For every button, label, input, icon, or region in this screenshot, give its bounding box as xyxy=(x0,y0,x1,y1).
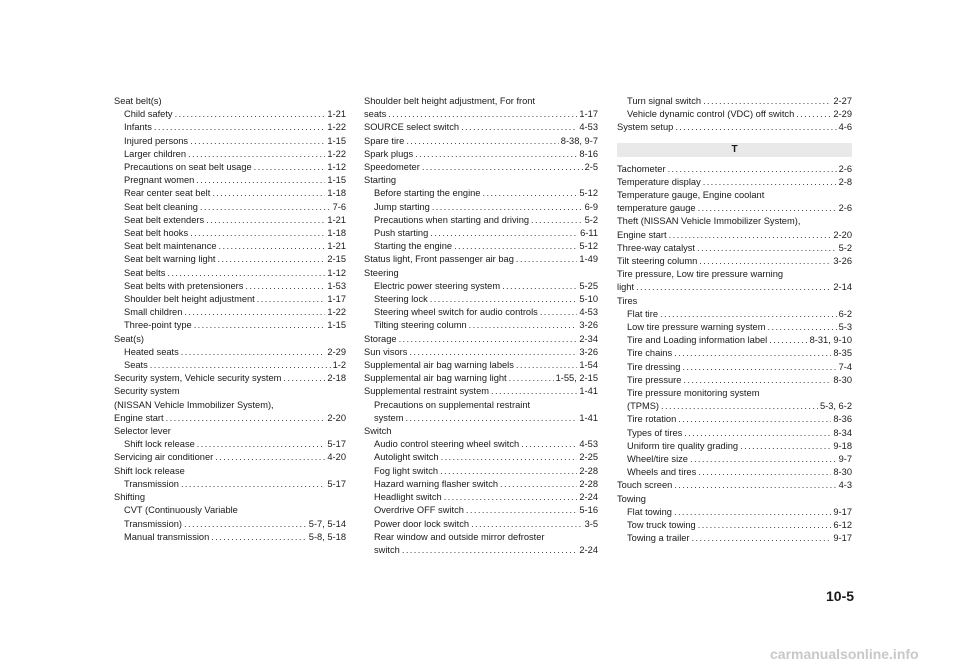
index-entry: Seat belts with pretensioners ..... 1-53 xyxy=(114,280,346,293)
index-entry: Tachometer ..... 2-6 xyxy=(617,163,852,176)
index-entry: Types of tires ..... 8-34 xyxy=(617,427,852,440)
index-entry: Steering lock ..... 5-10 xyxy=(364,293,598,306)
index-entry: Tilt steering column ..... 3-26 xyxy=(617,255,852,268)
index-entry: Temperature display ..... 2-8 xyxy=(617,176,852,189)
index-entry: SOURCE select switch ..... 4-53 xyxy=(364,121,598,134)
index-heading: Seat belt(s) xyxy=(114,96,162,106)
index-entry: Theft (NISSAN Vehicle Immobilizer System), Engine start ..... 2-20 xyxy=(617,215,852,241)
index-entry: System setup ..... 4-6 xyxy=(617,121,852,134)
index-entry-list xyxy=(617,163,852,189)
index-entry: Tire chains ..... 8-35 xyxy=(617,347,852,360)
index-entry: Speedometer ..... 2-5 xyxy=(364,161,598,174)
index-subentry-list xyxy=(617,506,852,546)
index-entry: Injured persons ..... 1-15 xyxy=(114,135,346,148)
index-entry: Jump starting ..... 6-9 xyxy=(364,201,598,214)
index-entry: Security system (NISSAN Vehicle Immobilizer System), Engine start ..... 2-20 xyxy=(114,385,346,425)
index-entry: Small children ..... 1-22 xyxy=(114,306,346,319)
index-entry-list xyxy=(364,121,598,174)
index-entry: Wheel/tire size ..... 9-7 xyxy=(617,453,852,466)
index-entry: CVT (Continuously Variable Transmission) ..... 5-7, 5-14 xyxy=(114,504,346,530)
index-entry: Tow truck towing ..... 6-12 xyxy=(617,519,852,532)
index-entry: Rear window and outside mirror defroster switch ..... 2-24 xyxy=(364,531,598,557)
index-subentry-list xyxy=(114,438,346,451)
index-entry: Pregnant women ..... 1-15 xyxy=(114,174,346,187)
index-heading: Selector lever xyxy=(114,426,171,437)
page-number: 10-5 xyxy=(826,588,855,604)
index-entry: Towing a trailer ..... 9-17 xyxy=(617,532,852,545)
index-entry: Turn signal switch ..... 2-27 xyxy=(617,95,852,108)
index-entry: Servicing air conditioner ..... 4-20 xyxy=(114,451,346,464)
index-entry: Shoulder belt height adjustment ..... 1-17 xyxy=(114,293,346,306)
index-column-1 xyxy=(114,95,346,544)
index-entry: Flat towing ..... 9-17 xyxy=(617,506,852,519)
index-entry: Headlight switch ..... 2-24 xyxy=(364,491,598,504)
index-entry-list xyxy=(364,333,598,399)
index-heading: Switch xyxy=(364,426,392,437)
index-entry: Vehicle dynamic control (VDC) off switch ..... 2-29 xyxy=(617,108,852,121)
index-entry: Tire pressure, Low tire pressure warning light ..... 2-14 xyxy=(617,268,852,294)
index-entry: Storage ..... 2-34 xyxy=(364,333,598,346)
index-heading: Towing xyxy=(617,493,646,504)
index-entry: Transmission ..... 5-17 xyxy=(114,478,346,491)
index-entry: Supplemental restraint system ..... 1-41 xyxy=(364,385,598,398)
index-entry: Heated seats ..... 2-29 xyxy=(114,346,346,359)
index-entry: Manual transmission ..... 5-8, 5-18 xyxy=(114,531,346,544)
index-entry: Touch screen ..... 4-3 xyxy=(617,479,852,492)
index-entry: Seats ..... 1-2 xyxy=(114,359,346,372)
index-heading: Seat(s) xyxy=(114,333,144,344)
index-entry-list xyxy=(617,242,852,268)
index-entry: Hazard warning flasher switch ..... 2-28 xyxy=(364,478,598,491)
index-entry: Status light, Front passenger air bag ..... 1-49 xyxy=(364,253,598,266)
index-entry: Tilting steering column ..... 3-26 xyxy=(364,319,598,332)
index-entry: Precautions on seat belt usage ..... 1-12 xyxy=(114,161,346,174)
index-subentry-list xyxy=(617,308,852,387)
index-entry: Flat tire ..... 6-2 xyxy=(617,308,852,321)
index-entry: Infants ..... 1-22 xyxy=(114,121,346,134)
index-entry-list xyxy=(617,95,852,135)
index-entry: Wheels and tires ..... 8-30 xyxy=(617,466,852,479)
index-subentry-list xyxy=(114,478,346,491)
index-entry: Tire and Loading information label ..... 8-31, 9-10 xyxy=(617,334,852,347)
index-entry: Shift lock release ..... 5-17 xyxy=(114,438,346,451)
index-entry: Spare tire ..... 8-38, 9-7 xyxy=(364,135,598,148)
index-entry: Power door lock switch ..... 3-5 xyxy=(364,518,598,531)
index-entry: Precautions on supplemental restraint system ..... 1-41 xyxy=(364,399,598,425)
index-entry: Tire pressure ..... 8-30 xyxy=(617,374,852,387)
index-entry: Tire pressure monitoring system (TPMS) ..... 5-3, 6-2 xyxy=(617,387,852,413)
index-entry: Starting the engine ..... 5-12 xyxy=(364,240,598,253)
index-entry: Seat belt warning light ..... 2-15 xyxy=(114,253,346,266)
index-entry: Larger children ..... 1-22 xyxy=(114,148,346,161)
index-entry: Three-point type ..... 1-15 xyxy=(114,319,346,332)
index-entry: Supplemental air bag warning labels ..... 1-54 xyxy=(364,359,598,372)
index-subentry-list xyxy=(364,280,598,333)
index-subentry-list xyxy=(364,187,598,253)
index-entry: Tire rotation ..... 8-36 xyxy=(617,413,852,426)
index-entry: Seat belts ..... 1-12 xyxy=(114,267,346,280)
index-entry: Electric power steering system ..... 5-25 xyxy=(364,280,598,293)
index-entry: Seat belt cleaning ..... 7-6 xyxy=(114,201,346,214)
index-entry: Fog light switch ..... 2-28 xyxy=(364,465,598,478)
watermark: carmanualsonline.info xyxy=(770,646,919,662)
index-entry: Shoulder belt height adjustment, For front seats ..... 1-17 xyxy=(364,95,598,121)
index-entry: Steering wheel switch for audio controls ..... 4-53 xyxy=(364,306,598,319)
index-entry: Sun visors ..... 3-26 xyxy=(364,346,598,359)
index-entry: Spark plugs ..... 8-16 xyxy=(364,148,598,161)
index-column-2 xyxy=(364,95,598,557)
index-entry: Low tire pressure warning system ..... 5-3 xyxy=(617,321,852,334)
index-entry: Three-way catalyst ..... 5-2 xyxy=(617,242,852,255)
index-subentry-list xyxy=(617,413,852,479)
index-entry: Child safety ..... 1-21 xyxy=(114,108,346,121)
index-heading: Steering xyxy=(364,267,399,278)
index-subentry-list xyxy=(364,438,598,530)
index-subentry-list xyxy=(114,108,346,332)
index-entry: Seat belt hooks ..... 1-18 xyxy=(114,227,346,240)
index-entry: Autolight switch ..... 2-25 xyxy=(364,451,598,464)
index-heading: Tires xyxy=(617,295,638,306)
index-entry: Before starting the engine ..... 5-12 xyxy=(364,187,598,200)
section-letter-header: T xyxy=(617,143,852,157)
index-entry: Seat belt maintenance ..... 1-21 xyxy=(114,240,346,253)
index-heading: Shifting xyxy=(114,492,146,503)
index-entry: Security system, Vehicle security system ..... 2-18 xyxy=(114,372,346,385)
index-subentry-list xyxy=(114,346,346,372)
index-heading: Starting xyxy=(364,175,397,186)
index-entry: Temperature gauge, Engine coolant temperature gauge ..... 2-6 xyxy=(617,189,852,215)
index-entry: Overdrive OFF switch ..... 5-16 xyxy=(364,504,598,517)
index-entry: Push starting ..... 6-11 xyxy=(364,227,598,240)
index-entry: Seat belt extenders ..... 1-21 xyxy=(114,214,346,227)
index-entry: Supplemental air bag warning light ..... 1-55, 2-15 xyxy=(364,372,598,385)
index-entry: Uniform tire quality grading ..... 9-18 xyxy=(617,440,852,453)
index-entry: Precautions when starting and driving ..... 5-2 xyxy=(364,214,598,227)
index-entry: Tire dressing ..... 7-4 xyxy=(617,361,852,374)
index-entry: Rear center seat belt ..... 1-18 xyxy=(114,187,346,200)
index-column-3 xyxy=(617,95,852,546)
index-entry: Audio control steering wheel switch ..... 4-53 xyxy=(364,438,598,451)
index-heading: Shift lock release xyxy=(114,465,185,476)
